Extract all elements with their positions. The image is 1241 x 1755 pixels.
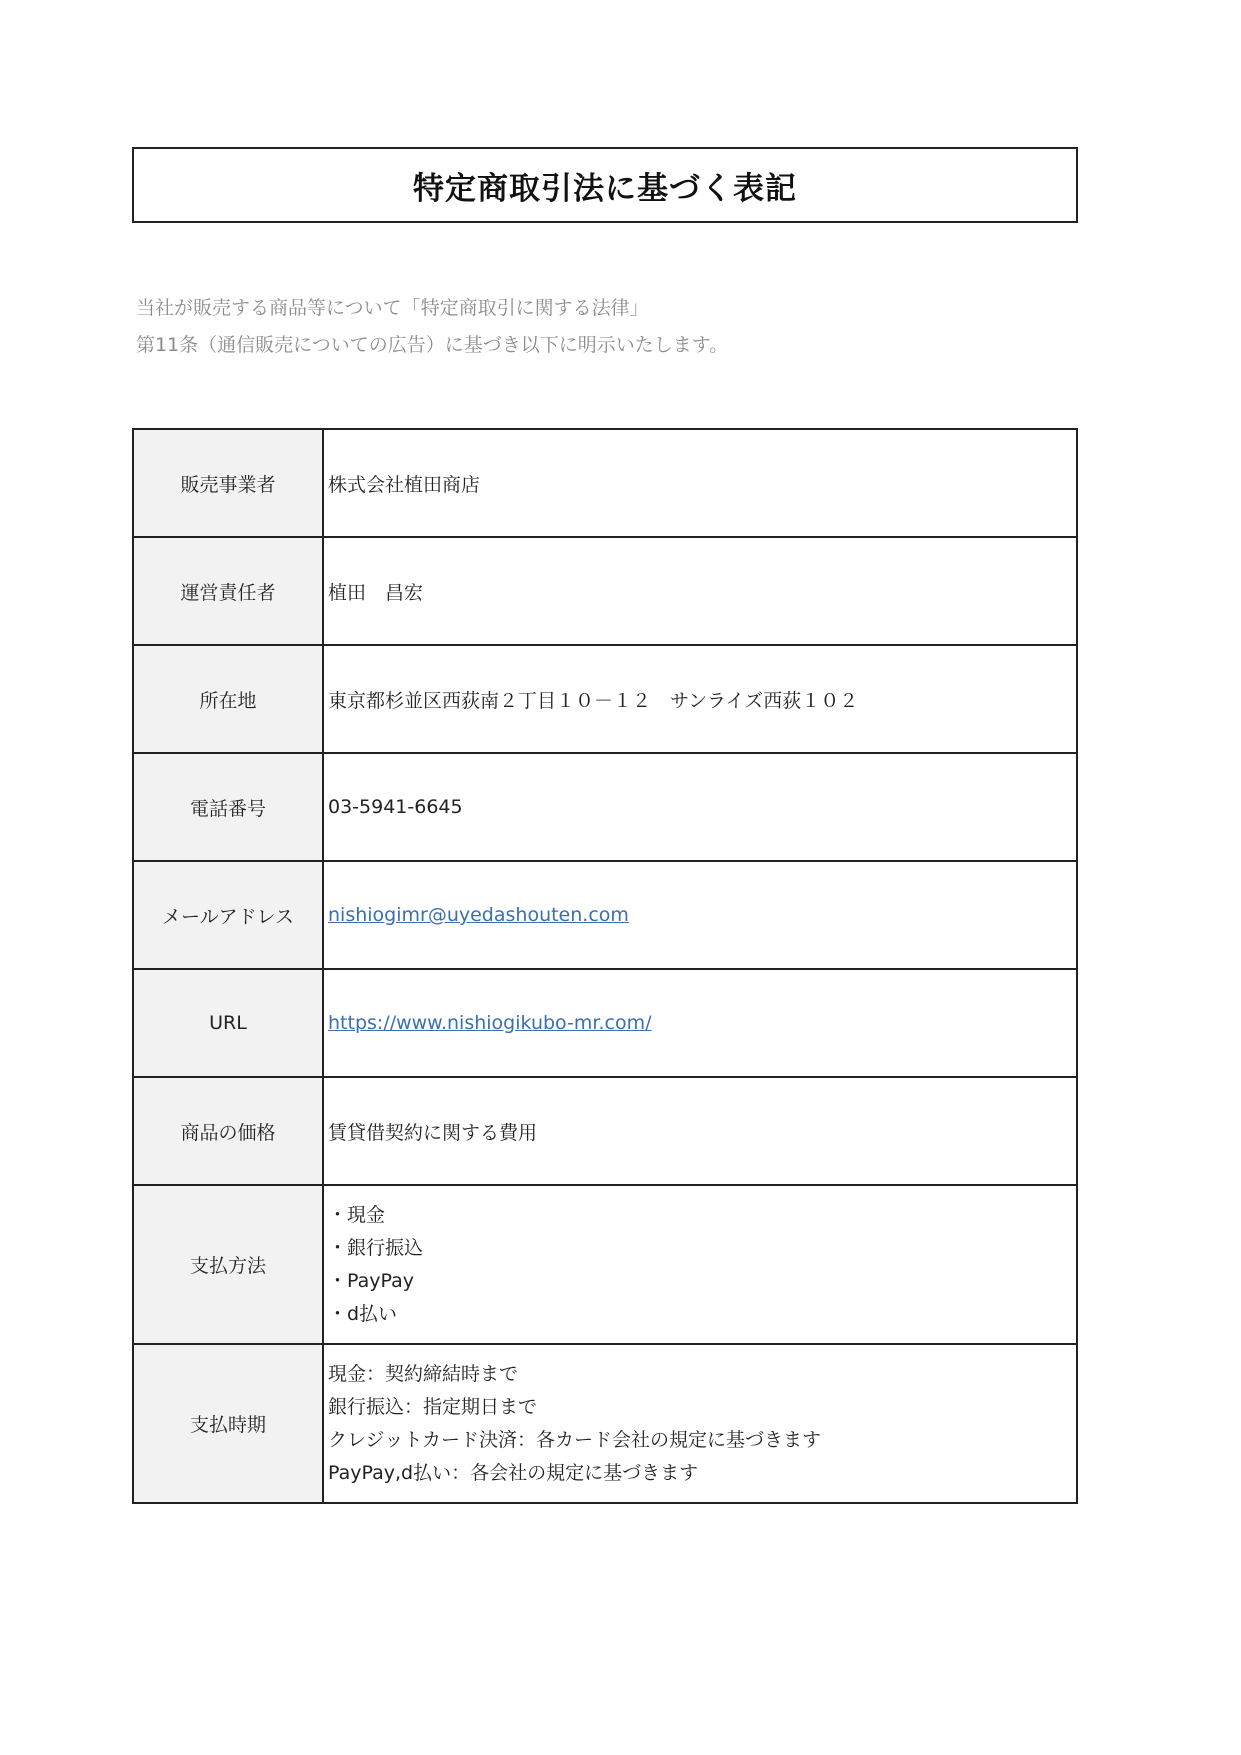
payment-timing-item: 現金：契約締結時まで [328, 1362, 519, 1385]
payment-method-label: 支払方法 [133, 1185, 323, 1344]
website-link[interactable]: https://www.nishiogikubo-mr.com/ [328, 1012, 652, 1034]
payment-timing-item: クレジットカード決済：各カード会社の規定に基づきます [328, 1428, 821, 1451]
seller-value: 株式会社植田商店 [323, 429, 1077, 537]
price-label: 商品の価格 [133, 1077, 323, 1185]
email-cell [323, 861, 1077, 969]
payment-method-item: ・現金 [328, 1203, 386, 1226]
table-row-url [133, 969, 1077, 1077]
phone-value: 03-5941-6645 [323, 753, 1077, 861]
payment-timing-item: PayPay,d払い：各会社の規定に基づきます [328, 1461, 699, 1484]
manager-label: 運営責任者 [133, 537, 323, 645]
phone-label: 電話番号 [133, 753, 323, 861]
table-row-email [133, 861, 1077, 969]
manager-value: 植田 昌宏 [323, 537, 1077, 645]
url-label: URL [133, 969, 323, 1077]
table-row-seller [133, 429, 1077, 537]
payment-timing-label: 支払時期 [133, 1344, 323, 1503]
address-value: 東京都杉並区西荻南２丁目１０－１２ サンライズ西荻１０２ [323, 645, 1077, 753]
table-row-payment-timing [133, 1344, 1077, 1503]
intro-line-2: 第11条（通信販売についての広告）に基づき以下に明示いたします。 [136, 334, 729, 356]
email-link[interactable]: nishiogimr@uyedashouten.com [328, 904, 629, 926]
seller-label: 販売事業者 [133, 429, 323, 537]
payment-method-item: ・PayPay [328, 1269, 414, 1292]
url-cell [323, 969, 1077, 1077]
page-title: 特定商取引法に基づく表記 [413, 170, 797, 207]
payment-method-item: ・銀行振込 [328, 1236, 424, 1259]
table-row-payment-method [133, 1185, 1077, 1344]
payment-method-list [323, 1185, 1077, 1344]
table-row-phone [133, 753, 1077, 861]
intro-line-1: 当社が販売する商品等について「特定商取引に関する法律」 [136, 297, 649, 319]
table-row-manager [133, 537, 1077, 645]
title-box [132, 147, 1078, 223]
table-row-price [133, 1077, 1077, 1185]
payment-timing-item: 銀行振込：指定期日まで [328, 1395, 538, 1418]
email-label: メールアドレス [133, 861, 323, 969]
intro-text [136, 290, 1086, 364]
payment-timing-list [323, 1344, 1077, 1503]
table-row-address [133, 645, 1077, 753]
payment-method-item: ・d払い [328, 1302, 398, 1325]
price-value: 賃貸借契約に関する費用 [323, 1077, 1077, 1185]
address-label: 所在地 [133, 645, 323, 753]
disclosure-table [132, 428, 1078, 1504]
